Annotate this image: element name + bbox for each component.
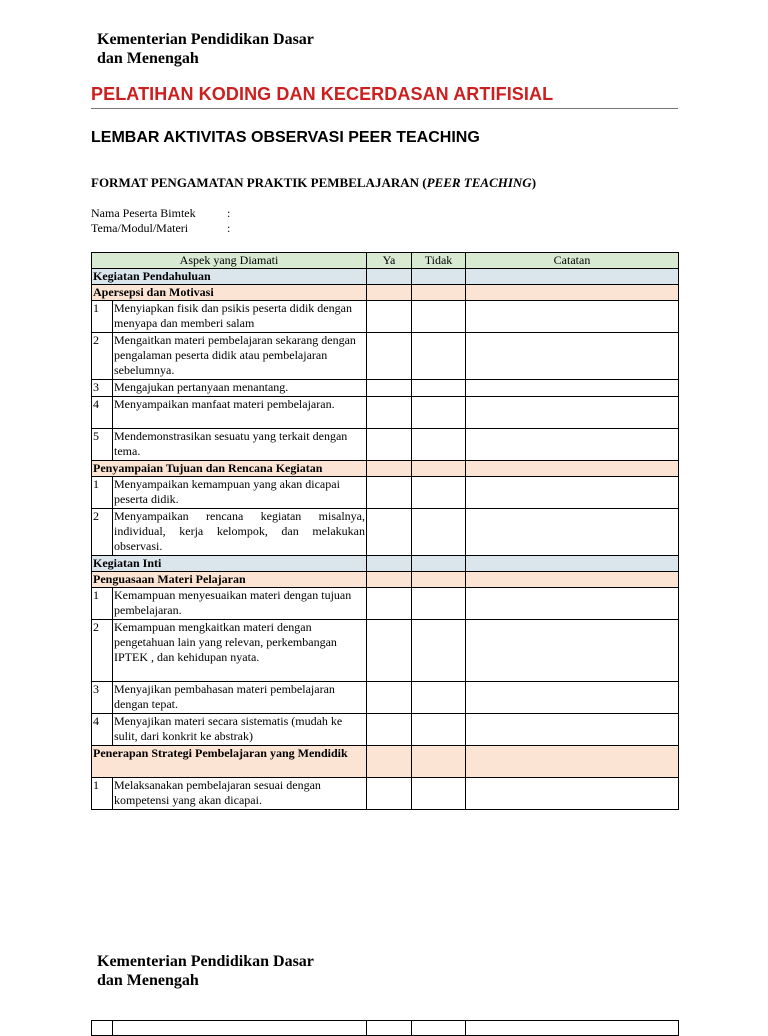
item-number: 1 — [92, 588, 113, 620]
yes-cell[interactable] — [367, 509, 412, 556]
item-text: Menyampaikan kemampuan yang akan dicapai peserta didik. — [113, 477, 367, 509]
subsection-label: Apersepsi dan Motivasi — [92, 285, 367, 301]
no-cell[interactable] — [412, 333, 466, 380]
yes-cell[interactable] — [367, 714, 412, 746]
ministry-header-page2 — [97, 952, 357, 990]
yes-cell[interactable] — [367, 477, 412, 509]
notes-cell[interactable] — [466, 682, 679, 714]
format-title-prefix: FORMAT PENGAMATAN PRAKTIK PEMBELAJARAN ( — [91, 175, 427, 190]
participant-name-row — [91, 206, 230, 221]
notes-cell[interactable] — [466, 509, 679, 556]
ministry-name-line1: Kementerian Pendidikan Dasar — [97, 31, 314, 48]
notes-cell[interactable] — [466, 301, 679, 333]
participant-name-colon: : — [227, 206, 231, 220]
next-page-table-edge — [91, 1020, 679, 1036]
subsection-label: Penerapan Strategi Pembelajaran yang Mendidik — [92, 746, 367, 778]
item-text: Menyampaikan rencana kegiatan misalnya, individual, kerja kelompok, dan melakukan observasi. — [113, 509, 367, 556]
ministry-name-line2: dan Menengah — [97, 50, 199, 67]
no-cell[interactable] — [412, 620, 466, 682]
main-title: PELATIHAN KODING DAN KECERDASAN ARTIFISIAL — [91, 84, 554, 104]
no-cell[interactable] — [412, 380, 466, 397]
no-cell[interactable] — [412, 509, 466, 556]
item-number: 3 — [92, 380, 113, 397]
item-number: 2 — [92, 620, 113, 682]
format-title — [91, 175, 536, 191]
format-title-italic: PEER TEACHING — [426, 175, 532, 190]
table-row — [92, 429, 679, 461]
no-cell[interactable] — [412, 301, 466, 333]
subsection-label: Penyampaian Tujuan dan Rencana Kegiatan — [92, 461, 367, 477]
yes-cell[interactable] — [367, 620, 412, 682]
table-row — [92, 682, 679, 714]
section-row — [92, 556, 679, 572]
ministry-header — [97, 30, 357, 68]
item-number: 4 — [92, 397, 113, 429]
item-text: Melaksanakan pembelajaran sesuai dengan kompetensi yang akan dicapai. — [113, 778, 367, 810]
notes-cell[interactable] — [466, 397, 679, 429]
table-row — [92, 588, 679, 620]
item-text: Mengaitkan materi pembelajaran sekarang dengan pengalaman peserta didik atau pembelajaran sebelumnya. — [113, 333, 367, 380]
item-number: 1 — [92, 477, 113, 509]
table-row — [92, 620, 679, 682]
header-yes: Ya — [367, 253, 412, 269]
table-header-row — [92, 253, 679, 269]
yes-cell[interactable] — [367, 301, 412, 333]
notes-cell[interactable] — [466, 620, 679, 682]
sub-title: LEMBAR AKTIVITAS OBSERVASI PEER TEACHING — [91, 129, 480, 146]
item-text: Mendemonstrasikan sesuatu yang terkait dengan tema. — [113, 429, 367, 461]
header-notes: Catatan — [466, 253, 679, 269]
item-number: 2 — [92, 509, 113, 556]
item-number: 1 — [92, 778, 113, 810]
no-cell[interactable] — [412, 682, 466, 714]
notes-cell[interactable] — [466, 380, 679, 397]
no-cell[interactable] — [412, 588, 466, 620]
header-no: Tidak — [412, 253, 466, 269]
no-cell[interactable] — [412, 429, 466, 461]
table-row — [92, 477, 679, 509]
item-number: 5 — [92, 429, 113, 461]
title-divider — [91, 108, 678, 109]
subsection-row — [92, 572, 679, 588]
yes-cell[interactable] — [367, 333, 412, 380]
ministry-name-line1: Kementerian Pendidikan Dasar — [97, 953, 314, 970]
no-cell[interactable] — [412, 714, 466, 746]
table-row — [92, 301, 679, 333]
notes-cell[interactable] — [466, 477, 679, 509]
format-title-suffix: ) — [531, 175, 537, 190]
item-text: Menyajikan materi secara sistematis (mudah ke sulit, dari konkrit ke abstrak) — [113, 714, 367, 746]
yes-cell[interactable] — [367, 682, 412, 714]
item-number: 1 — [92, 301, 113, 333]
notes-cell[interactable] — [466, 333, 679, 380]
section-row — [92, 269, 679, 285]
topic-row — [91, 221, 230, 236]
subsection-label: Penguasaan Materi Pelajaran — [92, 572, 367, 588]
table-row — [92, 509, 679, 556]
participant-name-label: Nama Peserta Bimtek — [91, 206, 196, 220]
header-aspect: Aspek yang Diamati — [92, 253, 367, 269]
yes-cell[interactable] — [367, 588, 412, 620]
yes-cell[interactable] — [367, 380, 412, 397]
table-row — [92, 714, 679, 746]
notes-cell[interactable] — [466, 714, 679, 746]
subsection-row — [92, 285, 679, 301]
table-row — [92, 778, 679, 810]
item-text: Mengajukan pertanyaan menantang. — [113, 380, 367, 397]
table-row — [92, 397, 679, 429]
yes-cell[interactable] — [367, 429, 412, 461]
item-text: Kemampuan menyesuaikan materi dengan tujuan pembelajaran. — [113, 588, 367, 620]
item-text: Kemampuan mengkaitkan materi dengan pengetahuan lain yang relevan, perkembangan IPTEK , dan kehidupan nyata. — [113, 620, 367, 682]
notes-cell[interactable] — [466, 778, 679, 810]
notes-cell[interactable] — [466, 429, 679, 461]
topic-label: Tema/Modul/Materi — [91, 221, 189, 235]
table-row — [92, 380, 679, 397]
item-text: Menyampaikan manfaat materi pembelajaran. — [113, 397, 367, 429]
table-row — [92, 333, 679, 380]
yes-cell[interactable] — [367, 397, 412, 429]
section-label: Kegiatan Pendahuluan — [92, 269, 367, 285]
no-cell[interactable] — [412, 778, 466, 810]
subsection-row — [92, 461, 679, 477]
observation-table — [91, 252, 679, 810]
item-number: 2 — [92, 333, 113, 380]
subsection-row — [92, 746, 679, 778]
item-text: Menyajikan pembahasan materi pembelajaran dengan tepat. — [113, 682, 367, 714]
item-text: Menyiapkan fisik dan psikis peserta didik dengan menyapa dan memberi salam — [113, 301, 367, 333]
item-number: 3 — [92, 682, 113, 714]
no-cell[interactable] — [412, 477, 466, 509]
item-number: 4 — [92, 714, 113, 746]
yes-cell[interactable] — [367, 778, 412, 810]
notes-cell[interactable] — [466, 588, 679, 620]
no-cell[interactable] — [412, 397, 466, 429]
topic-colon: : — [227, 221, 231, 235]
ministry-name-line2: dan Menengah — [97, 972, 199, 989]
section-label: Kegiatan Inti — [92, 556, 367, 572]
